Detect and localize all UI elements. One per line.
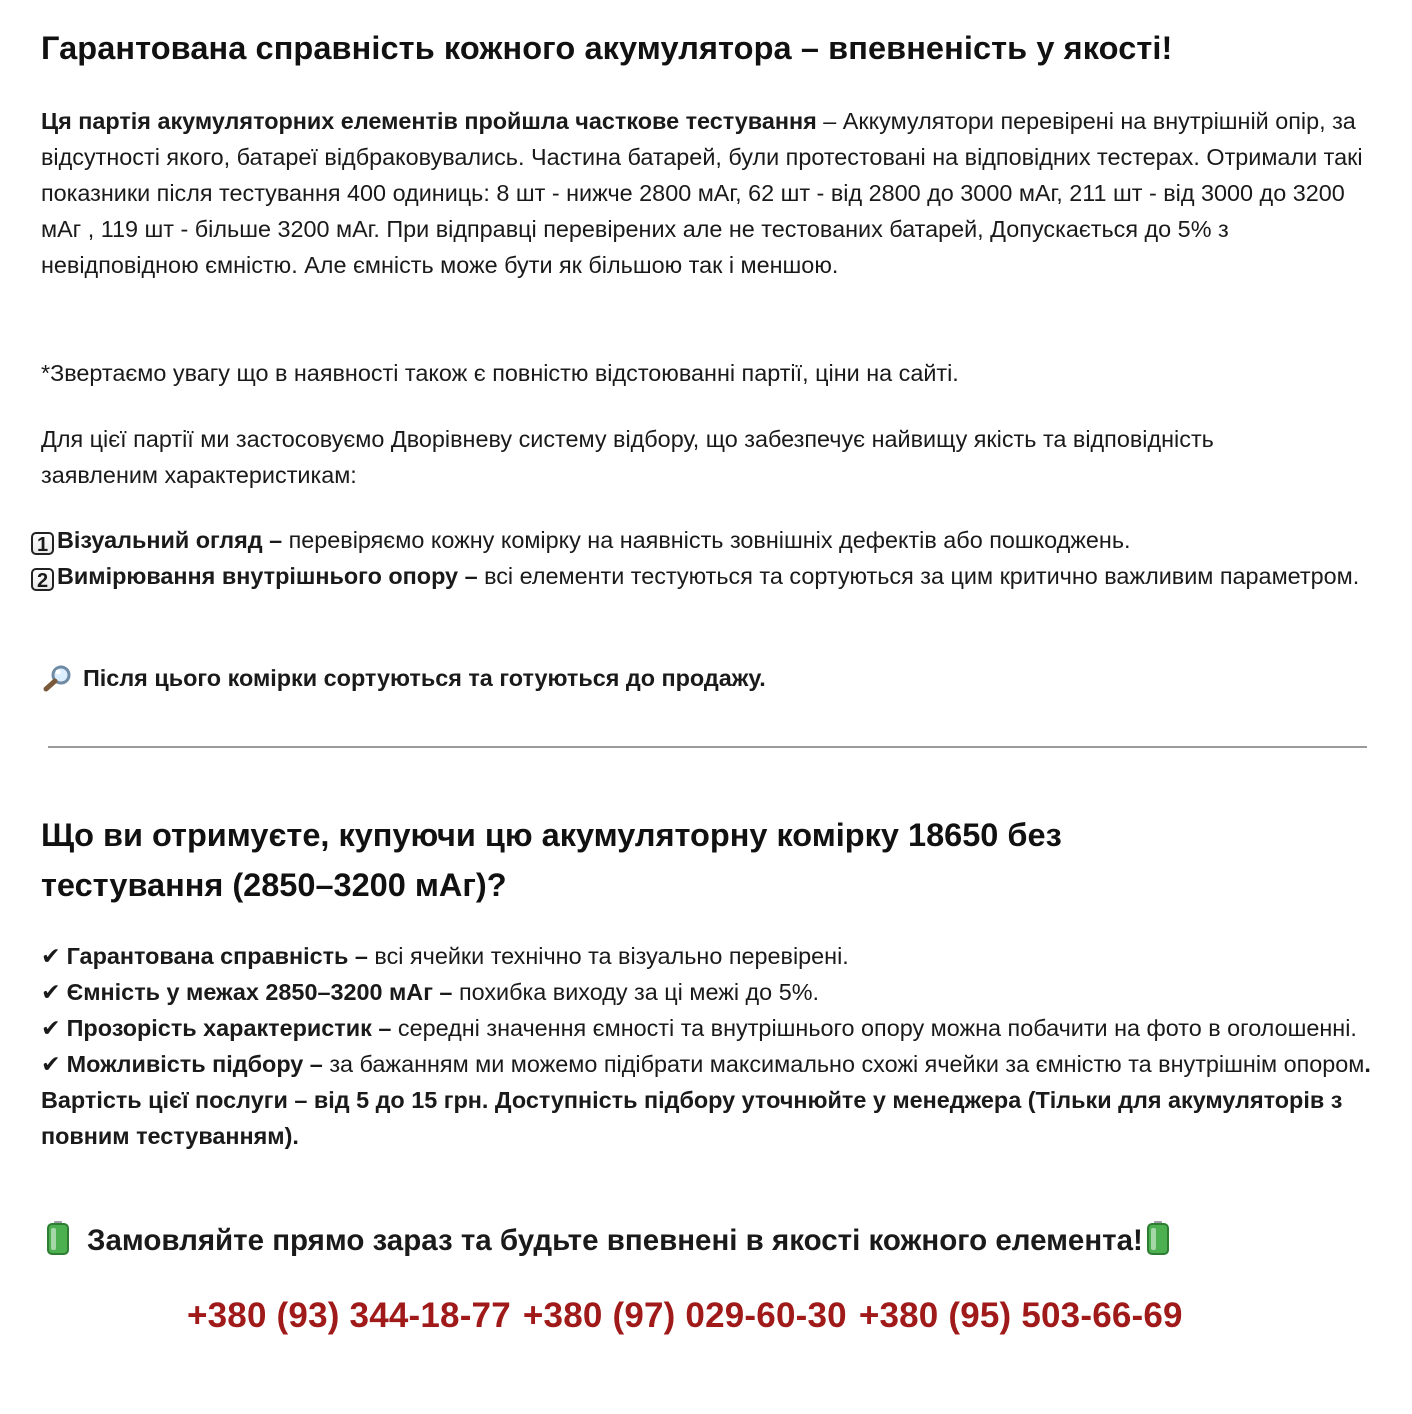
steps-list: [31, 522, 1376, 594]
check-icon: ✔: [41, 1015, 61, 1041]
after-sorting-label: Після цього комірки сортуються та готуються до продажу.: [83, 665, 766, 691]
magnifier-icon: [41, 664, 75, 692]
after-sorting-text: [41, 660, 1386, 696]
call-to-action: [41, 1220, 1169, 1262]
benefit-item: [41, 1051, 1371, 1149]
battery-icon: [1147, 1221, 1169, 1255]
check-icon: ✔: [41, 1051, 61, 1077]
step-item-visual: [31, 522, 1376, 558]
step-title: Вимірювання внутрішнього опору –: [57, 563, 478, 589]
benefit-title: Гарантована справність –: [66, 943, 368, 969]
battery-icon: [47, 1221, 69, 1255]
step-title: Візуальний огляд –: [57, 527, 283, 553]
availability-note: *Звертаємо увагу що в наявності також є повністю відстоюванні партії, ціни на сайті.: [41, 360, 959, 386]
keycap-two-icon: 2: [31, 568, 54, 591]
main-heading: Гарантована справність кожного акумулятора – впевненість у якості!: [41, 30, 1173, 66]
intro-text: – Аккумулятори перевірені на внутрішній опір, за відсутності якого, батареї відбраковувались. Частина батарей, були протестовані на відповідних тестерах. Отримали такі показники після тестування 400 одиниць: 8 шт - нижче 2800 мАг, 62 шт - від 2800 до 3000 мАг, 211 шт - від 3000 до 3200 мАг , 119 шт - більше 3200 мАг. При відправці перевірених але не тестованих батарей, Допускається до 5% з невідповідною ємністю. Але ємність може бути як більшою так і меншою.: [41, 108, 1363, 278]
phone-number[interactable]: +380 (93) 344-18-77: [187, 1296, 511, 1335]
phone-numbers: [187, 1294, 1183, 1338]
benefit-text: похибка виходу за ці межі до 5%.: [452, 979, 819, 1005]
cta-text: Замовляйте прямо зараз та будьте впевнені в якості кожного елемента!: [87, 1224, 1143, 1257]
check-icon: ✔: [41, 979, 61, 1005]
benefits-list: [41, 938, 1386, 1154]
benefit-item: [41, 943, 849, 969]
step-text: перевіряємо кожну комірку на наявність зовнішніх дефектів або пошкоджень.: [282, 527, 1131, 553]
phone-number[interactable]: +380 (97) 029-60-30: [522, 1296, 847, 1335]
offer-heading: Що ви отримуєте, купуючи цю акумуляторну комірку 18650 без тестування (2850–3200 мАг)?: [41, 817, 1062, 903]
benefit-text: за бажанням ми можемо підібрати максимально схожі ячейки за ємністю та внутрішнім опором: [322, 1051, 1365, 1077]
intro-bold: Ця партія акумуляторних елементів пройшла часткове тестування: [41, 108, 817, 134]
benefit-text: середні значення ємності та внутрішнього опору можна побачити на фото в оголошенні.: [391, 1015, 1357, 1041]
selection-system-text: Для цієї партії ми застосовуємо Дворівневу систему відбору, що забезпечує найвищу якість та відповідність заявленим характеристикам:: [41, 426, 1214, 488]
phone-number[interactable]: +380 (95) 503-66-69: [858, 1296, 1183, 1335]
section-divider: [48, 746, 1367, 748]
keycap-one-icon: 1: [31, 532, 54, 555]
benefit-title: Ємність у межах 2850–3200 мАг –: [66, 979, 453, 1005]
benefit-text: всі ячейки технічно та візуально перевірені.: [367, 943, 849, 969]
benefit-item: [41, 1015, 1357, 1041]
step-text: всі елементи тестуються та сортуються за цим критично важливим параметром.: [477, 563, 1360, 589]
benefit-extra: . Вартість цієї послуги – від 5 до 15 грн. Доступність підбору уточнюйте у менеджера (Тільки для акумуляторів з повним тестуванням).: [41, 1051, 1371, 1149]
benefit-title: Прозорість характеристик –: [66, 1015, 392, 1041]
check-icon: ✔: [41, 943, 61, 969]
intro-paragraph: [41, 103, 1386, 283]
step-item-resistance: [31, 558, 1376, 594]
benefit-item: [41, 979, 819, 1005]
benefit-title: Можливість підбору –: [66, 1051, 323, 1077]
